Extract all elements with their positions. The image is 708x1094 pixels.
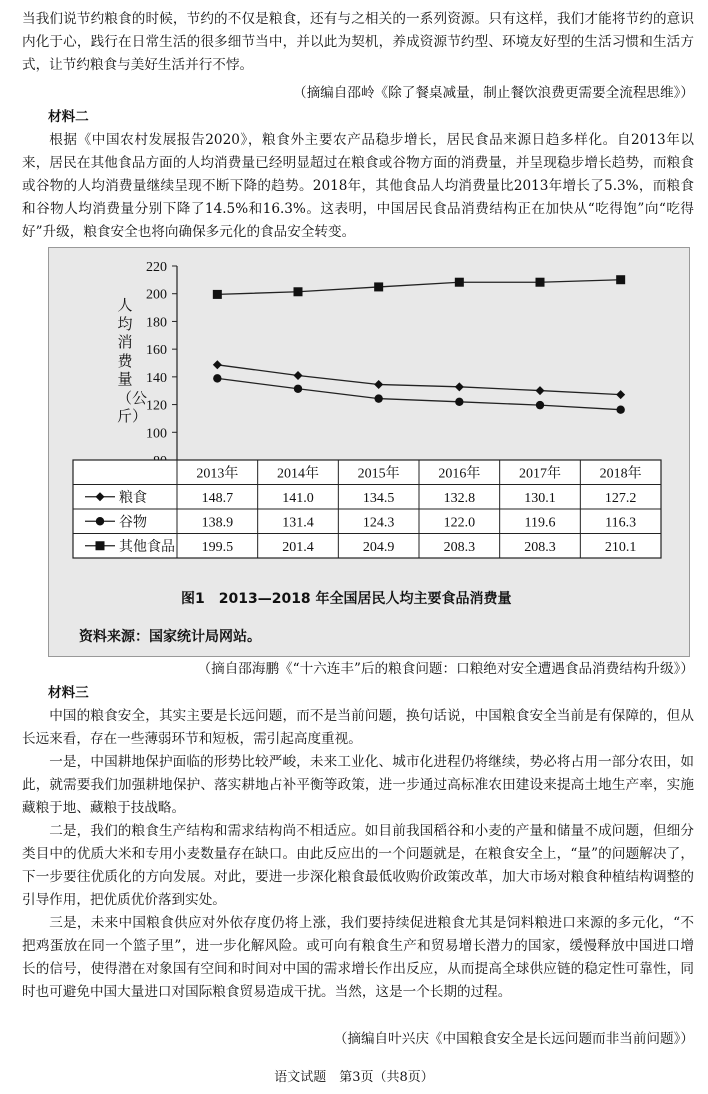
data-source-note: 资料来源：国家统计局网站。 (79, 629, 261, 645)
series-line-2 (217, 378, 620, 409)
x-category-label: 2018年 (599, 466, 642, 482)
table-value-cell: 138.9 (201, 515, 234, 531)
chart-ylabel: 人均消费量（公斤） (117, 296, 148, 425)
data-point-1 (374, 380, 383, 389)
table-value-cell: 130.1 (524, 490, 556, 506)
table-value-cell: 148.7 (201, 490, 234, 506)
y-tick-label: 220 (146, 260, 167, 275)
x-category-label: 2013年 (196, 466, 239, 482)
y-tick-label: 140 (146, 370, 167, 386)
table-value-cell: 204.9 (362, 539, 395, 555)
data-point-2 (616, 405, 624, 413)
material3-paragraph-3: 二是，我们的粮食生产结构和需求结构尚不相适应。如目前我国稻谷和小麦的产量和储量不成问题，但细分类目中的优质大米和专用小麦数量存在缺口。由此反应出的一个问题就是，在粮食安全上，“量”的问题解决了，下一步要往优质化的方向发展。对此，要进一步深化粮食最低收购价政策改革，加大市场对粮食种植结构调整的引导作用，把优质优价落到实处。 (22, 823, 694, 908)
table-value-cell: 208.3 (524, 539, 556, 555)
data-point-1 (616, 390, 625, 399)
y-tick-label: 200 (146, 287, 167, 303)
x-category-label: 2017年 (519, 466, 561, 482)
data-point-2 (294, 385, 302, 393)
material3-paragraph-4: 三是，未来中国粮食供应对外依存度仍将上涨，我们要持续促进粮食尤其是饲料粮进口来源的多元化，“不把鸡蛋放在同一个篮子里”，进一步化解风险。或可向有粮食生产和贸易增长潜力的国家，缓慢释放中国进口增长的信号，使得潜在对象国有空间和时间对中国的需求增长作出反应，从而提高全球供应链的稳定性可靠性，同时也可避免中国大量进口对国际粮食贸易造成干扰。当然，这是一个长期的过程。 (22, 915, 694, 1000)
data-point-1 (536, 386, 545, 395)
data-point-2 (536, 401, 544, 409)
line-chart (49, 248, 689, 578)
material2-heading: 材料二 (48, 109, 89, 125)
x-category-label: 2016年 (438, 466, 481, 482)
table-value-cell: 124.3 (362, 515, 395, 531)
table-value-cell: 122.0 (443, 515, 476, 531)
figure-caption: 图1 2013—2018 年全国居民人均主要食品消费量 (181, 591, 512, 607)
series-line-1 (217, 365, 620, 395)
table-value-cell: 127.2 (604, 490, 637, 506)
material3-paragraph-1: 中国的粮食安全，其实主要是长远问题，而不是当前问题，换句话说，中国粮食安全当前是有保障的，但从长远来看，存在一些薄弱环节和短板，需引起高度重视。 (22, 708, 694, 747)
data-point-3 (213, 290, 222, 299)
data-point-1 (294, 371, 303, 380)
y-tick-label: 160 (146, 343, 167, 359)
table-value-cell: 141.0 (282, 490, 314, 506)
data-point-2 (455, 398, 463, 406)
figure-1 (48, 247, 690, 657)
data-point-2 (213, 374, 221, 382)
y-tick-label: 100 (146, 426, 167, 442)
data-point-3 (536, 278, 545, 287)
table-value-cell: 132.8 (443, 490, 476, 506)
intro-paragraph: 当我们说节约粮食的时候，节约的不仅是粮食，还有与之相关的一系列资源。只有这样，我们才能将节约的意识内化于心，践行在日常生活的很多细节当中，并以此为契机，养成资源节约型、环境友好型的生活习惯和生活方式，让节约粮食与美好生活并行不悖。 (22, 11, 694, 73)
legend-marker-2 (96, 517, 104, 525)
table-value-cell: 119.6 (524, 515, 556, 531)
data-point-1 (455, 382, 464, 391)
material3-source: （摘编自叶兴庆《中国粮食安全是长远问题而非当前问题》） (333, 1031, 694, 1047)
data-point-2 (374, 394, 382, 402)
legend-label-3: 其他食品 (119, 539, 175, 555)
legend-label-1: 粮食 (119, 490, 147, 506)
table-value-cell: 210.1 (604, 539, 637, 555)
table-value-cell: 201.4 (282, 539, 314, 555)
series-line-3 (217, 280, 620, 295)
y-tick-label: 120 (146, 398, 167, 414)
intro-source: （摘编自邵岭《除了餐桌减量，制止餐饮浪费更需要全流程思维》） (292, 85, 694, 101)
material3-paragraph-2: 一是，中国耕地保护面临的形势比较严峻，未来工业化、城市化进程仍将继续，势必将占用一部分农田，如此，就需要我们加强耕地保护、落实耕地占补平衡等政策，进一步通过高标准农田建设来提高土地生产率，实施藏粮于地、藏粮于技战略。 (22, 754, 694, 816)
table-value-cell: 131.4 (282, 515, 314, 531)
page-footer: 语文试题 第3页（共8页） (274, 1070, 434, 1085)
data-point-3 (455, 278, 464, 287)
x-category-label: 2014年 (277, 466, 319, 482)
x-category-label: 2015年 (357, 466, 400, 482)
material2-source: （摘自邵海鹏《“十六连丰”后的粮食问题：口粮绝对安全遭遇食品消费结构升级》） (197, 661, 694, 677)
data-point-3 (616, 275, 625, 284)
table-value-cell: 116.3 (605, 515, 637, 531)
legend-label-2: 谷物 (119, 515, 147, 531)
y-tick-label: 180 (146, 315, 167, 331)
material2-paragraph: 根据《中国农村发展报告2020》，粮食外主要农产品稳步增长，居民食品来源日趋多样化。自2013年以来，居民在其他食品方面的人均消费量已经明显超过在粮食或谷物方面的消费量，并呈现稳步增长趋势，而粮食或谷物的人均消费量继续呈现不断下降的趋势。2018年，其他食品人均消费量比2013年增长了5.3%，而粮食和谷物人均消费量分别下降了14.5%和16.3%。这表明，中国居民食品消费结构正在加快从“吃得饱”向“吃得好”升级，粮食安全也将向确保多元化的食品安全转变。 (22, 132, 694, 240)
table-value-cell: 134.5 (362, 490, 395, 506)
material3-heading: 材料三 (48, 685, 89, 701)
data-point-1 (213, 360, 222, 369)
table-value-cell: 199.5 (201, 539, 234, 555)
table-value-cell: 208.3 (443, 539, 476, 555)
data-point-3 (374, 282, 383, 291)
legend-marker-3 (96, 541, 105, 550)
data-point-3 (294, 287, 303, 296)
